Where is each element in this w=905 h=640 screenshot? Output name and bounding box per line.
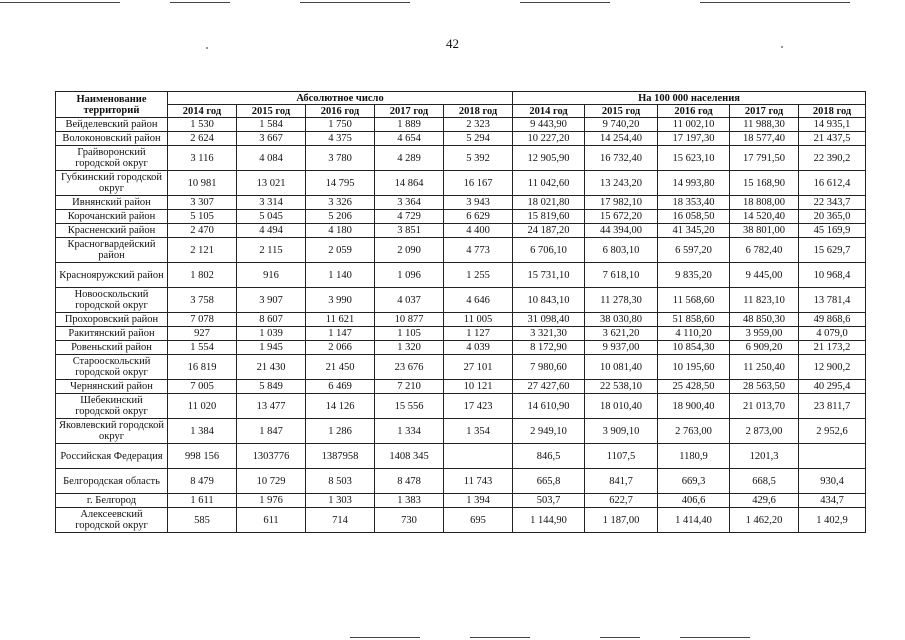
absolute-value-cell: 8 479 [168,469,237,494]
absolute-value-cell: 4 646 [444,288,513,313]
per100k-value-cell: 3 959,00 [730,327,799,341]
per100k-value-cell: 3 909,10 [585,419,658,444]
territory-name-cell: Чернянский район [56,380,168,394]
territory-name-cell: Новооскольский городской округ [56,288,168,313]
per100k-value-cell: 4 079,0 [799,327,866,341]
per100k-value-cell: 8 172,90 [513,341,585,355]
absolute-value-cell: 4 400 [444,224,513,238]
absolute-value-cell: 5 392 [444,146,513,171]
per100k-value-cell: 14 935,1 [799,118,866,132]
per100k-value-cell: 9 445,00 [730,263,799,288]
absolute-value-cell: 2 059 [306,238,375,263]
per100k-value-cell: 6 803,10 [585,238,658,263]
absolute-value-cell: 1 354 [444,419,513,444]
per100k-value-cell: 9 443,90 [513,118,585,132]
per100k-value-cell: 25 428,50 [658,380,730,394]
absolute-value-cell: 2 066 [306,341,375,355]
absolute-value-cell: 21 430 [237,355,306,380]
per100k-value-cell: 40 295,4 [799,380,866,394]
absolute-value-cell: 998 156 [168,444,237,469]
per100k-value-cell: 21 437,5 [799,132,866,146]
per100k-value-cell: 22 343,7 [799,196,866,210]
absolute-value-cell: 1 847 [237,419,306,444]
absolute-value-cell: 14 126 [306,394,375,419]
absolute-value-cell: 13 021 [237,171,306,196]
table-row [56,380,866,394]
per100k-value-cell: 11 568,60 [658,288,730,313]
absolute-value-cell: 1387958 [306,444,375,469]
header-year: 2014 год [513,105,585,118]
per100k-value-cell: 669,3 [658,469,730,494]
per100k-value-cell: 44 394,00 [585,224,658,238]
header-year: 2018 год [799,105,866,118]
per100k-value-cell: 6 909,20 [730,341,799,355]
per100k-value-cell: 11 988,30 [730,118,799,132]
table-row [56,224,866,238]
per100k-value-cell: 14 993,80 [658,171,730,196]
territory-name-cell: Белгородская область [56,469,168,494]
absolute-value-cell: 10 121 [444,380,513,394]
per100k-value-cell: 21 013,70 [730,394,799,419]
per100k-value-cell: 18 808,00 [730,196,799,210]
territory-name-cell: Яковлевский городской округ [56,419,168,444]
per100k-value-cell: 14 610,90 [513,394,585,419]
per100k-value-cell: 13 243,20 [585,171,658,196]
absolute-value-cell: 16 819 [168,355,237,380]
absolute-value-cell: 4 494 [237,224,306,238]
absolute-value-cell: 11 743 [444,469,513,494]
per100k-value-cell: 11 278,30 [585,288,658,313]
absolute-value-cell: 15 556 [375,394,444,419]
territory-name-cell: Вейделевский район [56,118,168,132]
absolute-value-cell: 1 554 [168,341,237,355]
absolute-value-cell: 1 802 [168,263,237,288]
per100k-value-cell: 622,7 [585,494,658,508]
statistics-table-wrapper [55,91,866,533]
absolute-value-cell: 11 020 [168,394,237,419]
table-row [56,341,866,355]
per100k-value-cell: 18 900,40 [658,394,730,419]
absolute-value-cell: 5 045 [237,210,306,224]
territory-name-cell: г. Белгород [56,494,168,508]
absolute-value-cell: 1 105 [375,327,444,341]
absolute-value-cell: 11 005 [444,313,513,327]
absolute-value-cell: 2 624 [168,132,237,146]
per100k-value-cell: 10 854,30 [658,341,730,355]
per100k-value-cell: 6 597,20 [658,238,730,263]
per100k-value-cell: 51 858,60 [658,313,730,327]
per100k-value-cell: 6 706,10 [513,238,585,263]
per100k-value-cell: 7 980,60 [513,355,585,380]
per100k-value-cell: 18 353,40 [658,196,730,210]
absolute-value-cell: 611 [237,508,306,533]
absolute-value-cell: 16 167 [444,171,513,196]
absolute-value-cell: 5 849 [237,380,306,394]
header-year: 2015 год [585,105,658,118]
table-row [56,313,866,327]
per100k-value-cell: 17 197,30 [658,132,730,146]
absolute-value-cell: 1 384 [168,419,237,444]
per100k-value-cell: 48 850,30 [730,313,799,327]
absolute-value-cell: 1303776 [237,444,306,469]
absolute-value-cell: 2 115 [237,238,306,263]
per100k-value-cell: 22 538,10 [585,380,658,394]
per100k-value-cell: 930,4 [799,469,866,494]
absolute-value-cell: 2 090 [375,238,444,263]
absolute-value-cell: 3 990 [306,288,375,313]
per100k-value-cell: 13 781,4 [799,288,866,313]
absolute-value-cell: 3 326 [306,196,375,210]
absolute-value-cell: 8 607 [237,313,306,327]
territory-name-cell: Красногвардейский район [56,238,168,263]
per100k-value-cell: 41 345,20 [658,224,730,238]
per100k-value-cell: 27 427,60 [513,380,585,394]
territory-name-cell: Ровеньский район [56,341,168,355]
absolute-value-cell: 3 667 [237,132,306,146]
absolute-value-cell: 1 530 [168,118,237,132]
absolute-value-cell: 1 611 [168,494,237,508]
absolute-value-cell: 1 394 [444,494,513,508]
per100k-value-cell [799,444,866,469]
absolute-value-cell: 7 005 [168,380,237,394]
per100k-value-cell: 28 563,50 [730,380,799,394]
territory-name-cell: Краснояружский район [56,263,168,288]
per100k-value-cell: 668,5 [730,469,799,494]
absolute-value-cell: 21 450 [306,355,375,380]
per100k-value-cell: 15 819,60 [513,210,585,224]
absolute-value-cell: 916 [237,263,306,288]
absolute-value-cell: 1 096 [375,263,444,288]
absolute-value-cell: 6 629 [444,210,513,224]
per100k-value-cell: 15 629,7 [799,238,866,263]
territory-name-cell: Волоконовский район [56,132,168,146]
territory-name-cell: Российская Федерация [56,444,168,469]
per100k-value-cell: 6 782,40 [730,238,799,263]
absolute-value-cell: 4 037 [375,288,444,313]
territory-name-cell: Ивнянский район [56,196,168,210]
table-row [56,238,866,263]
per100k-value-cell: 18 021,80 [513,196,585,210]
header-year: 2014 год [168,105,237,118]
per100k-value-cell: 1180,9 [658,444,730,469]
territory-name-cell: Шебекинский городской округ [56,394,168,419]
table-row [56,132,866,146]
header-year: 2017 год [730,105,799,118]
absolute-value-cell: 2 323 [444,118,513,132]
header-year: 2016 год [658,105,730,118]
per100k-value-cell: 1201,3 [730,444,799,469]
header-year: 2018 год [444,105,513,118]
table-row [56,196,866,210]
per100k-value-cell: 22 390,2 [799,146,866,171]
per100k-value-cell: 406,6 [658,494,730,508]
absolute-value-cell: 1408 345 [375,444,444,469]
per100k-value-cell: 7 618,10 [585,263,658,288]
per100k-value-cell: 18 577,40 [730,132,799,146]
per100k-value-cell: 429,6 [730,494,799,508]
table-row [56,327,866,341]
per100k-value-cell: 14 520,40 [730,210,799,224]
per100k-value-cell: 16 732,40 [585,146,658,171]
absolute-value-cell: 1 286 [306,419,375,444]
absolute-value-cell: 5 206 [306,210,375,224]
per100k-value-cell: 24 187,20 [513,224,585,238]
per100k-value-cell: 17 982,10 [585,196,658,210]
territory-name-cell: Красненский район [56,224,168,238]
per100k-value-cell: 11 823,10 [730,288,799,313]
per100k-value-cell: 15 731,10 [513,263,585,288]
absolute-value-cell: 927 [168,327,237,341]
table-row [56,494,866,508]
absolute-value-cell: 1 303 [306,494,375,508]
per100k-value-cell: 434,7 [799,494,866,508]
per100k-value-cell: 9 835,20 [658,263,730,288]
per100k-value-cell: 16 612,4 [799,171,866,196]
header-territory: Наименование территорий [56,92,168,118]
per100k-value-cell: 12 900,2 [799,355,866,380]
absolute-value-cell: 3 943 [444,196,513,210]
absolute-value-cell: 4 180 [306,224,375,238]
per100k-value-cell: 665,8 [513,469,585,494]
absolute-value-cell [444,444,513,469]
per100k-value-cell: 10 081,40 [585,355,658,380]
per100k-value-cell: 18 010,40 [585,394,658,419]
per100k-value-cell: 1107,5 [585,444,658,469]
per100k-value-cell: 11 042,60 [513,171,585,196]
absolute-value-cell: 730 [375,508,444,533]
table-row [56,394,866,419]
territory-name-cell: Корочанский район [56,210,168,224]
absolute-value-cell: 1 750 [306,118,375,132]
per100k-value-cell: 11 002,10 [658,118,730,132]
per100k-value-cell: 31 098,40 [513,313,585,327]
per100k-value-cell: 1 144,90 [513,508,585,533]
absolute-value-cell: 11 621 [306,313,375,327]
per100k-value-cell: 38 801,00 [730,224,799,238]
per100k-value-cell: 15 168,90 [730,171,799,196]
absolute-value-cell: 3 307 [168,196,237,210]
absolute-value-cell: 3 116 [168,146,237,171]
absolute-value-cell: 8 478 [375,469,444,494]
absolute-value-cell: 10 981 [168,171,237,196]
scan-top-edge [0,0,905,6]
per100k-value-cell: 15 672,20 [585,210,658,224]
per100k-value-cell: 10 195,60 [658,355,730,380]
absolute-value-cell: 1 889 [375,118,444,132]
header-per100k-group: На 100 000 населения [513,92,866,105]
territory-name-cell: Алексеевский городской округ [56,508,168,533]
territory-name-cell: Ракитянский район [56,327,168,341]
header-year: 2016 год [306,105,375,118]
header-year: 2015 год [237,105,306,118]
per100k-value-cell: 12 905,90 [513,146,585,171]
absolute-value-cell: 4 654 [375,132,444,146]
per100k-value-cell: 2 949,10 [513,419,585,444]
absolute-value-cell: 2 470 [168,224,237,238]
absolute-value-cell: 3 780 [306,146,375,171]
territory-name-cell: Старооскольский городской округ [56,355,168,380]
territory-name-cell: Грайворонский городской округ [56,146,168,171]
per100k-value-cell: 2 952,6 [799,419,866,444]
absolute-value-cell: 585 [168,508,237,533]
absolute-value-cell: 7 078 [168,313,237,327]
header-row-years [56,105,866,118]
table-row [56,263,866,288]
header-year: 2017 год [375,105,444,118]
absolute-value-cell: 27 101 [444,355,513,380]
absolute-value-cell: 4 084 [237,146,306,171]
per100k-value-cell: 846,5 [513,444,585,469]
per100k-value-cell: 3 621,20 [585,327,658,341]
per100k-value-cell: 1 414,40 [658,508,730,533]
per100k-value-cell: 1 187,00 [585,508,658,533]
absolute-value-cell: 1 976 [237,494,306,508]
absolute-value-cell: 3 758 [168,288,237,313]
absolute-value-cell: 1 383 [375,494,444,508]
per100k-value-cell: 38 030,80 [585,313,658,327]
absolute-value-cell: 4 729 [375,210,444,224]
header-absolute-group: Абсолютное число [168,92,513,105]
per100k-value-cell: 841,7 [585,469,658,494]
per100k-value-cell: 3 321,30 [513,327,585,341]
table-row [56,210,866,224]
table-row [56,508,866,533]
per100k-value-cell: 503,7 [513,494,585,508]
per100k-value-cell: 14 254,40 [585,132,658,146]
absolute-value-cell: 695 [444,508,513,533]
absolute-value-cell: 1 147 [306,327,375,341]
absolute-value-cell: 5 105 [168,210,237,224]
absolute-value-cell: 4 039 [444,341,513,355]
absolute-value-cell: 1 334 [375,419,444,444]
per100k-value-cell: 2 873,00 [730,419,799,444]
table-row [56,444,866,469]
absolute-value-cell: 3 314 [237,196,306,210]
table-row [56,469,866,494]
absolute-value-cell: 3 851 [375,224,444,238]
absolute-value-cell: 5 294 [444,132,513,146]
absolute-value-cell: 10 877 [375,313,444,327]
absolute-value-cell: 1 320 [375,341,444,355]
per100k-value-cell: 11 250,40 [730,355,799,380]
territory-name-cell: Губкинский городской округ [56,171,168,196]
per100k-value-cell: 15 623,10 [658,146,730,171]
table-row [56,146,866,171]
absolute-value-cell: 14 795 [306,171,375,196]
absolute-value-cell: 6 469 [306,380,375,394]
absolute-value-cell: 4 773 [444,238,513,263]
territory-name-cell: Прохоровский район [56,313,168,327]
per100k-value-cell: 23 811,7 [799,394,866,419]
absolute-value-cell: 1 127 [444,327,513,341]
absolute-value-cell: 1 039 [237,327,306,341]
table-body [56,118,866,533]
per100k-value-cell: 20 365,0 [799,210,866,224]
per100k-value-cell: 4 110,20 [658,327,730,341]
header-row-groups [56,92,866,105]
absolute-value-cell: 8 503 [306,469,375,494]
per100k-value-cell: 9 740,20 [585,118,658,132]
per100k-value-cell: 2 763,00 [658,419,730,444]
absolute-value-cell: 3 907 [237,288,306,313]
absolute-value-cell: 1 945 [237,341,306,355]
table-row [56,118,866,132]
per100k-value-cell: 21 173,2 [799,341,866,355]
per100k-value-cell: 1 462,20 [730,508,799,533]
absolute-value-cell: 4 375 [306,132,375,146]
per100k-value-cell: 17 791,50 [730,146,799,171]
absolute-value-cell: 3 364 [375,196,444,210]
per100k-value-cell: 1 402,9 [799,508,866,533]
absolute-value-cell: 1 255 [444,263,513,288]
per100k-value-cell: 49 868,6 [799,313,866,327]
per100k-value-cell: 45 169,9 [799,224,866,238]
table-row [56,171,866,196]
absolute-value-cell: 714 [306,508,375,533]
absolute-value-cell: 17 423 [444,394,513,419]
statistics-table [55,91,866,533]
page-number: 42 [446,36,459,51]
table-row [56,355,866,380]
absolute-value-cell: 1 140 [306,263,375,288]
absolute-value-cell: 1 584 [237,118,306,132]
table-row [56,419,866,444]
absolute-value-cell: 7 210 [375,380,444,394]
absolute-value-cell: 14 864 [375,171,444,196]
table-row [56,288,866,313]
per100k-value-cell: 10 843,10 [513,288,585,313]
scan-bottom-edge [0,634,905,640]
absolute-value-cell: 4 289 [375,146,444,171]
absolute-value-cell: 23 676 [375,355,444,380]
per100k-value-cell: 10 227,20 [513,132,585,146]
per100k-value-cell: 10 968,4 [799,263,866,288]
absolute-value-cell: 10 729 [237,469,306,494]
absolute-value-cell: 13 477 [237,394,306,419]
absolute-value-cell: 2 121 [168,238,237,263]
per100k-value-cell: 16 058,50 [658,210,730,224]
per100k-value-cell: 9 937,00 [585,341,658,355]
